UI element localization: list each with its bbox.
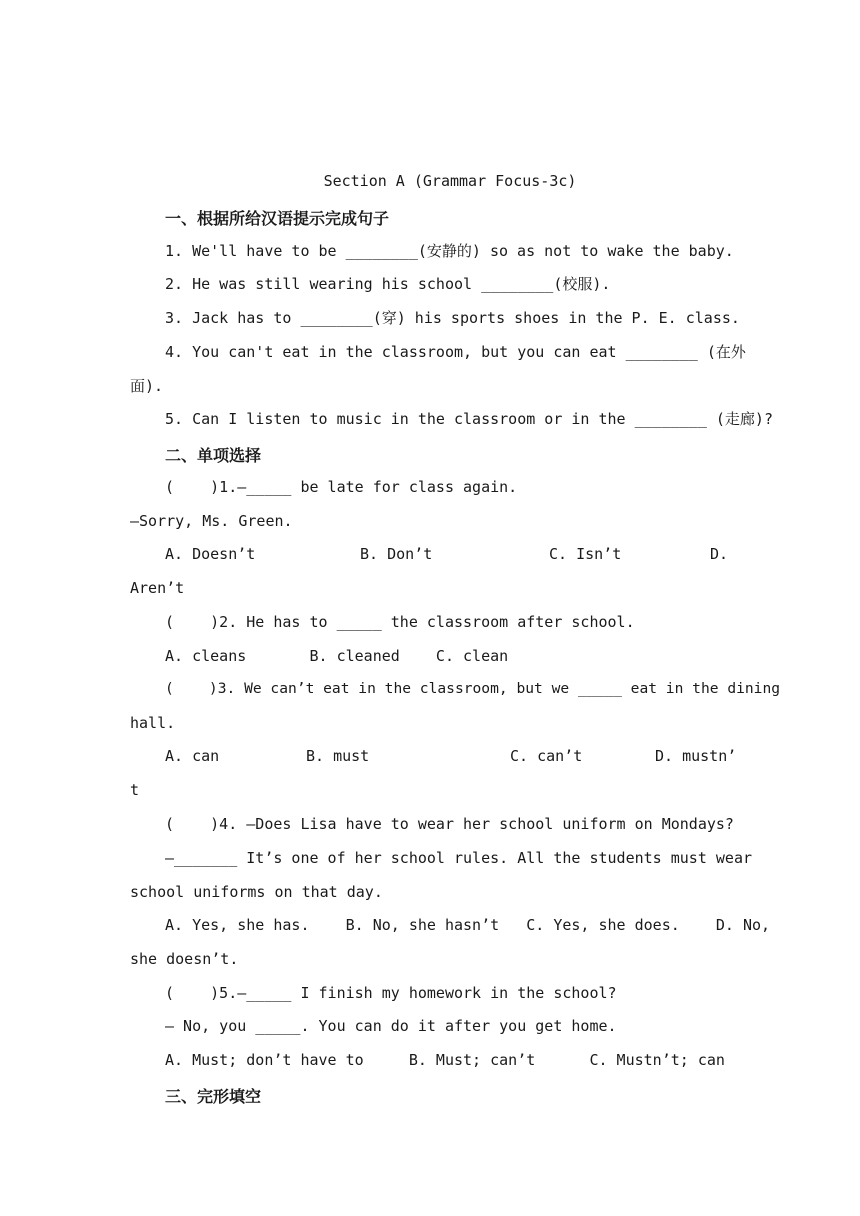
page-title: Section A (Grammar Focus-3c) — [323, 172, 577, 190]
section-heading-2: 二、单项选择 — [165, 446, 262, 465]
choice-question-2-stem: ( )2. He has to _____ the classroom after school. — [165, 613, 635, 631]
choice-question-1-option-b: B. Don’t — [360, 545, 433, 563]
choice-question-1-stem: ( )1.—_____ be late for class again. — [165, 478, 518, 496]
choice-question-1-reply: —Sorry, Ms. Green. — [130, 512, 293, 530]
choice-question-5-stem: ( )5.—_____ I finish my homework in the school? — [165, 984, 617, 1002]
choice-question-1-option-a: A. Doesn’t — [165, 545, 256, 563]
fill-question-3: 3. Jack has to ________(穿) his sports shoes in the P. E. class. — [165, 309, 740, 327]
choice-question-3-stem: ( )3. We can’t eat in the classroom, but we _____ eat in the dining — [165, 680, 781, 697]
choice-question-4-options-wrap: she doesn’t. — [130, 950, 239, 968]
fill-question-1: 1. We'll have to be ________(安静的) so as not to wake the baby. — [165, 242, 734, 260]
choice-question-5-reply: — No, you _____. You can do it after you get home. — [165, 1017, 617, 1035]
choice-question-3-option-a: A. can — [165, 747, 220, 765]
choice-question-1-option-d-wrap: Aren’t — [130, 579, 185, 597]
section-heading-3: 三、完形填空 — [165, 1087, 262, 1106]
choice-question-3-option-b: B. must — [306, 747, 370, 765]
choice-question-3-option-c: C. can’t — [510, 747, 583, 765]
choice-question-4-reply-wrap: school uniforms on that day. — [130, 883, 383, 901]
choice-question-2-options: A. cleans B. cleaned C. clean — [165, 647, 509, 665]
section-heading-1: 一、根据所给汉语提示完成句子 — [165, 209, 390, 228]
choice-question-3-option-d: D. mustn’ — [655, 747, 737, 765]
fill-question-2: 2. He was still wearing his school ________(校服). — [165, 275, 611, 293]
fill-question-4: 4. You can't eat in the classroom, but you can eat ________ (在外 — [165, 343, 746, 361]
choice-question-3-option-d-wrap: t — [130, 781, 140, 799]
choice-question-1-option-c: C. Isn’t — [549, 545, 622, 563]
choice-question-4-stem: ( )4. —Does Lisa have to wear her school uniform on Mondays? — [165, 815, 734, 833]
choice-question-4-options: A. Yes, she has. B. No, she hasn’t C. Yes, she does. D. No, — [165, 916, 771, 934]
choice-question-1-option-d: D. — [710, 545, 729, 563]
choice-question-3-stem-wrap: hall. — [130, 714, 176, 732]
choice-question-5-options: A. Must; don’t have to B. Must; can’t C. Mustn’t; can — [165, 1051, 725, 1069]
fill-question-5: 5. Can I listen to music in the classroom or in the ________ (走廊)? — [165, 410, 773, 428]
fill-question-4-wrap: 面). — [130, 377, 164, 395]
choice-question-4-reply: —_______ It’s one of her school rules. All the students must wear — [165, 849, 752, 867]
